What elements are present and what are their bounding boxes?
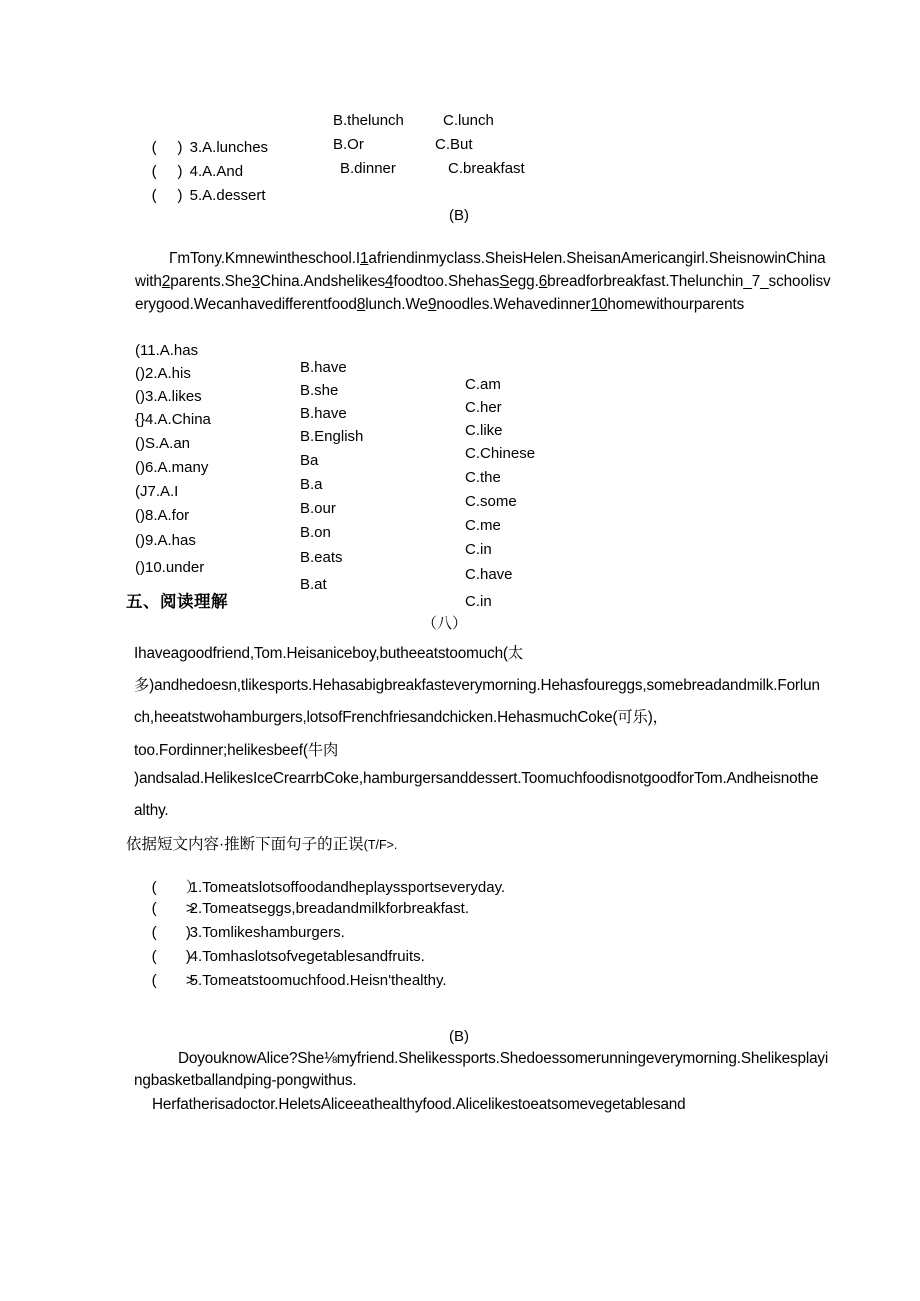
answer-bracket[interactable]: ( > [151, 900, 195, 917]
reading-passage-a-line-6: althy. [134, 802, 169, 819]
blank-5: S [499, 273, 510, 290]
passage-text: parents.She [170, 273, 252, 290]
passage-text: afriendinmyclass.SheisHelen.SheisanAmericangirl.SheisnowinChina [368, 250, 826, 267]
option-c[interactable]: C.like [465, 422, 503, 439]
option-b[interactable]: B.English [300, 428, 364, 445]
mcq-row-4-option-b[interactable]: B.Or [333, 136, 364, 153]
reading-passage-a-line-3: ch,heeatstwohamburgers,lotsofFrenchfriesandchicken.HehasmuchCoke(可乐)， [134, 709, 668, 726]
option-b[interactable]: B.a [300, 476, 323, 493]
option-a[interactable]: 4.A.And [189, 163, 244, 180]
answer-bracket[interactable]: ( ） [151, 879, 201, 896]
option-a[interactable]: ()S.A.an [135, 435, 191, 452]
cloze-passage-line-2 [135, 273, 831, 291]
blank-3: 3 [251, 273, 261, 290]
option-a[interactable]: ()10.under [135, 559, 205, 576]
blank-1: 1 [360, 250, 369, 267]
section-marker-a-reading: （八） [422, 615, 468, 632]
option-a[interactable]: 3.A.lunches [189, 139, 269, 156]
option-a[interactable]: ()6.A.many [135, 459, 209, 476]
reading-passage-b-line-3: Herfatherisadoctor.HeletsAliceeathealthyfood.Alicelikestoeatsomevegetablesand [152, 1096, 686, 1113]
reading-passage-a-line-5: )andsalad.HelikesIceCrearrbCoke,hamburgersanddessert.ToomuchfoodisnotgoodforTom.Andheisnothe [134, 770, 819, 787]
true-false-instruction [126, 832, 397, 854]
option-c[interactable]: C.Chinese [465, 445, 536, 462]
section-marker-b-reading: (B) [449, 1028, 469, 1045]
mcq-row-3-option-b[interactable]: B.thelunch [333, 112, 404, 129]
mcq-row-4-option-c[interactable]: C.But [435, 136, 473, 153]
section-marker-b-cloze: (B) [449, 207, 469, 224]
option-a[interactable]: ()8.A.for [135, 507, 190, 524]
mcq-row-5-option-b[interactable]: B.dinner [340, 160, 396, 177]
option-a[interactable]: ()9.A.has [135, 532, 196, 549]
blank-9: 9 [427, 296, 437, 313]
answer-bracket[interactable]: ( ) [151, 924, 191, 941]
option-a[interactable]: 5.A.dessert [189, 187, 266, 204]
option-c[interactable]: C.in [465, 541, 492, 558]
option-b[interactable]: B.at [300, 576, 327, 593]
mcq-row-3-option-c[interactable]: C.lunch [443, 112, 494, 129]
reading-passage-a-line-1: Ihaveagoodfriend,Tom.Heisaniceboy,butheeatstoomuch(太 [134, 645, 524, 662]
answer-bracket[interactable]: ( ) [151, 163, 183, 180]
passage-text: noodles.Wehavedinner [436, 296, 591, 313]
option-c[interactable]: C.some [465, 493, 517, 510]
item-text: 1.Tomeatslotsoffoodandheplayssportseveryday. [189, 879, 506, 896]
option-b[interactable]: B.have [300, 359, 347, 376]
passage-text: breadforbreakfast.Thelunchin_7_schoolisv [547, 273, 831, 290]
option-b[interactable]: B.our [300, 500, 336, 517]
option-a[interactable]: {}4.A.China [135, 411, 211, 428]
passage-text: erygood.Wecanhavedifferentfood [135, 296, 357, 313]
reading-passage-a-line-2: 多)andhedoesn,tlikesports.Hehasabigbreakfasteverymorning.Hehasfoureggs,somebreadandmilk.Forlun [134, 677, 820, 694]
mcq-row-5 [135, 160, 266, 232]
instruction-tail: (T/F>. [363, 838, 398, 852]
passage-text: ΓmTony.Kmnewintheschool.I [169, 250, 360, 267]
answer-bracket[interactable]: ( > [151, 972, 195, 989]
passage-text: foodtoo.Shehas [393, 273, 500, 290]
option-a[interactable]: ()3.A.likes [135, 388, 202, 405]
option-b[interactable]: B.she [300, 382, 339, 399]
option-c[interactable]: C.her [465, 399, 502, 416]
option-c[interactable]: C.me [465, 517, 501, 534]
passage-text: lunch.We [365, 296, 428, 313]
section-heading-reading: 五、阅读理解 [126, 593, 228, 611]
option-c[interactable]: C.the [465, 469, 501, 486]
option-b[interactable]: B.eats [300, 549, 343, 566]
passage-text: with [135, 273, 162, 290]
item-text: 5.Tomeatstoomuchfood.Heisn'thealthy. [189, 972, 447, 989]
blank-10: 10 [590, 296, 608, 313]
option-a[interactable]: (11.A.has [135, 342, 199, 359]
answer-bracket[interactable]: ( ) [151, 187, 183, 204]
reading-passage-a-line-4: too.Fordinner;helikesbeef(牛肉 [134, 742, 339, 759]
option-c[interactable]: C.in [465, 593, 492, 610]
option-c[interactable]: C.am [465, 376, 501, 393]
option-a[interactable]: (J7.A.I [135, 483, 179, 500]
cloze-passage-line-1 [169, 250, 826, 268]
passage-text: China.Andshelikes [260, 273, 386, 290]
blank-8: 8 [356, 296, 366, 313]
reading-passage-b-line-1: DoyouknowAlice?She⅛myfriend.Shelikessports.Shedoessomerunningeverymorning.Shelikesplayi [178, 1050, 829, 1067]
passage-text: egg. [509, 273, 539, 290]
option-a[interactable]: ()2.A.his [135, 365, 191, 382]
option-c[interactable]: C.have [465, 566, 513, 583]
blank-4: 4 [385, 273, 394, 290]
blank-2: 2 [161, 273, 171, 290]
blank-6: 6 [538, 273, 548, 290]
passage-text: homewithourparents [607, 296, 745, 313]
mcq-row-5-option-c[interactable]: C.breakfast [448, 160, 525, 177]
answer-bracket[interactable]: ( ) [151, 139, 183, 156]
option-b[interactable]: Ba [300, 452, 319, 469]
option-b[interactable]: B.on [300, 524, 331, 541]
instruction-main: 依据短文内容·推断下面句子的正误 [126, 836, 364, 853]
answer-bracket[interactable]: ( ) [151, 948, 191, 965]
true-false-item-5 [135, 955, 447, 1006]
reading-passage-b-line-2: ngbasketballandping-pongwithus. [134, 1072, 357, 1089]
option-b[interactable]: B.have [300, 405, 347, 422]
item-text: 3.Tomlikeshamburgers. [189, 924, 345, 941]
item-text: 4.Tomhaslotsofvegetablesandfruits. [189, 948, 425, 965]
item-text: 2.Tomeatseggs,breadandmilkforbreakfast. [189, 900, 469, 917]
cloze-passage-line-3 [135, 296, 744, 314]
